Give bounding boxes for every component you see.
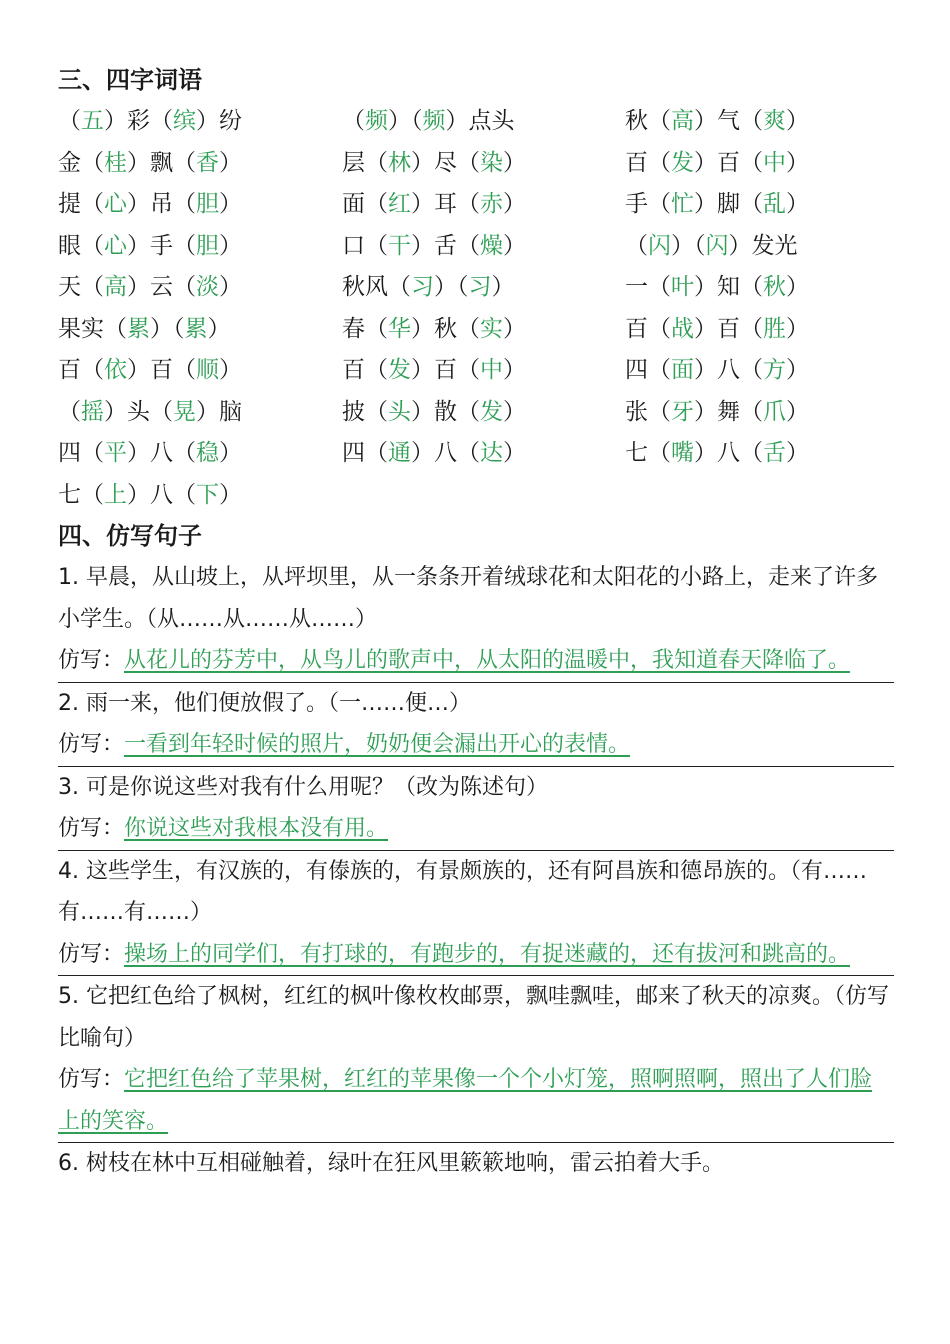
idiom-answer-char: 方: [763, 357, 786, 383]
idiom-text: ）百（: [694, 315, 763, 342]
idiom-item: [342, 433, 526, 475]
idiom-answer-char: 累: [127, 315, 150, 342]
idiom-item: [58, 184, 242, 226]
idiom-text: ）: [786, 108, 809, 134]
idiom-text: ）: [503, 232, 526, 259]
idiom-text: ）: [219, 149, 242, 176]
idiom-answer-char: 发: [671, 149, 694, 176]
idiom-answer-char: 胜: [763, 315, 786, 342]
idiom-answer-char: 高: [104, 274, 127, 300]
idiom-answer-char: 实: [480, 315, 503, 342]
idiom-answer-char: 淡: [196, 274, 219, 300]
idiom-text: ）云（: [127, 274, 196, 300]
idiom-answer-char: 胆: [196, 191, 219, 217]
idiom-answer-char: 频: [365, 108, 388, 134]
idiom-text: ）脑: [196, 398, 242, 425]
idiom-item: [58, 392, 242, 434]
idiom-text: ）: [503, 357, 526, 383]
question-sentence: 1. 早晨，从山坡上，从坪坝里，从一条条开着绒球花和太阳花的小路上，走来了许多小学生。（从……从……从……）: [58, 565, 878, 632]
idiom-item: [625, 184, 809, 226]
answer-text: 一看到年轻时候的照片，奶奶便会漏出开心的表情。: [124, 732, 631, 757]
idiom-text: （: [58, 108, 81, 134]
idiom-text: ）（: [434, 274, 469, 300]
idiom-answer-char: 战: [671, 315, 694, 342]
idiom-answer-char: 爪: [763, 398, 786, 425]
idiom-grid: [58, 101, 894, 516]
idiom-answer-char: 依: [104, 357, 127, 383]
idiom-text: 果实（: [58, 315, 127, 342]
idiom-item: [625, 392, 809, 434]
answer-line: [58, 808, 894, 851]
idiom-text: ）点头: [445, 108, 515, 134]
worksheet-page: [58, 60, 894, 1185]
idiom-answer-char: 干: [388, 232, 411, 259]
idiom-row: [58, 475, 894, 517]
idiom-text: 一（: [625, 274, 671, 300]
idiom-answer-char: 心: [104, 191, 127, 217]
idiom-answer-char: 叶: [671, 274, 694, 300]
idiom-item: [625, 309, 809, 351]
idiom-item: [58, 309, 231, 351]
answer-text: 你说这些对我根本没有用。: [124, 816, 389, 841]
imitation-list: [58, 557, 894, 1185]
idiom-answer-char: 心: [104, 232, 127, 259]
idiom-item: [342, 309, 526, 351]
idiom-answer-char: 爽: [763, 108, 786, 134]
idiom-answer-char: 中: [763, 149, 786, 176]
question-sentence: 4. 这些学生，有汉族的，有傣族的，有景颇族的，还有阿昌族和德昂族的。（有……有……有……）: [58, 858, 867, 925]
idiom-text: ）（: [150, 315, 185, 342]
idiom-row: [58, 350, 894, 392]
idiom-answer-char: 乱: [763, 191, 786, 217]
idiom-text: ）八（: [694, 357, 763, 383]
idiom-answer-char: 发: [388, 357, 411, 383]
idiom-text: ）秋（: [411, 315, 480, 342]
question-sentence: 6. 树枝在林中互相碰触着，绿叶在狂风里簌簌地响，雷云拍着大手。: [58, 1151, 724, 1176]
idiom-text: ）知（: [694, 274, 763, 300]
idiom-item: [342, 184, 526, 226]
idiom-text: ）: [786, 149, 809, 176]
idiom-text: 金（: [58, 149, 104, 176]
idiom-item: [625, 350, 809, 392]
idiom-text: ）（: [388, 108, 423, 134]
question-sentence: 2. 雨一来，他们便放假了。（一……便…）: [58, 690, 471, 716]
idiom-answer-char: 红: [388, 191, 411, 217]
idiom-row: [58, 101, 894, 143]
idiom-text: 手（: [625, 191, 671, 217]
idiom-answer-char: 习: [411, 274, 434, 300]
idiom-answer-char: 中: [480, 357, 503, 383]
idiom-text: ）纷: [196, 108, 242, 134]
section-heading-imitation: 四、仿写句子: [58, 522, 202, 550]
idiom-answer-char: 平: [104, 440, 127, 466]
idiom-text: ）: [219, 481, 242, 508]
idiom-item: [625, 143, 809, 185]
idiom-item: [342, 143, 526, 185]
idiom-item: [58, 143, 242, 185]
idiom-text: 百（: [58, 357, 104, 383]
idiom-text: 四（: [625, 357, 671, 383]
idiom-text: ）八（: [694, 440, 763, 466]
idiom-answer-char: 下: [196, 481, 219, 508]
idiom-item: [58, 267, 242, 309]
idiom-answer-char: 上: [104, 481, 127, 508]
idiom-text: ）尽（: [411, 149, 480, 176]
answer-label: 仿写：: [58, 732, 125, 757]
idiom-answer-char: 频: [422, 108, 446, 134]
idiom-text: 提（: [58, 191, 104, 217]
idiom-answer-char: 达: [480, 440, 503, 466]
answer-label: 仿写：: [58, 816, 125, 841]
idiom-text: ）八（: [127, 440, 196, 466]
idiom-answer-char: 晃: [173, 398, 196, 425]
answer-line: [58, 724, 894, 767]
idiom-text: 眼（: [58, 232, 104, 259]
idiom-text: 百（: [342, 357, 388, 383]
idiom-text: ）耳（: [411, 191, 480, 217]
idiom-row: [58, 226, 894, 268]
idiom-item: [625, 267, 809, 309]
section-heading-idioms: 三、四字词语: [58, 66, 202, 94]
answer-label: 仿写：: [58, 941, 125, 967]
idiom-text: 百（: [625, 149, 671, 176]
idiom-item: [58, 101, 242, 143]
idiom-text: ）舞（: [694, 398, 763, 425]
idiom-text: ）八（: [127, 481, 196, 508]
idiom-text: 层（: [342, 149, 388, 176]
idiom-text: （: [625, 232, 648, 259]
idiom-text: 口（: [342, 232, 388, 259]
idiom-text: ）: [786, 274, 809, 300]
idiom-text: ）彩（: [104, 108, 173, 134]
answer-label: 仿写：: [58, 648, 125, 673]
idiom-row: [58, 143, 894, 185]
idiom-item: [625, 433, 809, 475]
idiom-text: ）吊（: [127, 191, 196, 217]
idiom-item: [58, 226, 242, 268]
idiom-answer-char: 高: [671, 108, 694, 134]
idiom-text: ）发光: [728, 232, 798, 259]
idiom-answer-char: 牙: [671, 398, 694, 425]
idiom-text: ）散（: [411, 398, 480, 425]
idiom-text: ）: [503, 315, 526, 342]
idiom-item: [625, 101, 809, 143]
idiom-answer-char: 五: [81, 108, 104, 134]
idiom-answer-char: 稳: [196, 440, 219, 466]
idiom-answer-char: 闪: [648, 232, 671, 259]
answer-line: [58, 640, 894, 683]
idiom-text: ）: [219, 440, 242, 466]
idiom-text: ）手（: [127, 232, 196, 259]
idiom-text: 七（: [58, 481, 104, 508]
idiom-item: [58, 350, 242, 392]
idiom-text: 四（: [58, 440, 104, 466]
idiom-text: （: [58, 398, 81, 425]
question-sentence: 5. 它把红色给了枫树，红红的枫叶像枚枚邮票，飘哇飘哇，邮来了秋天的凉爽。（仿写比喻句）: [58, 984, 889, 1051]
idiom-answer-char: 忙: [671, 191, 694, 217]
idiom-text: ）: [786, 398, 809, 425]
idiom-text: ）: [786, 440, 809, 466]
idiom-item: [58, 475, 242, 517]
idiom-item: [342, 101, 515, 143]
idiom-answer-char: 舌: [763, 440, 786, 466]
idiom-text: ）（: [671, 232, 706, 259]
idiom-answer-char: 燥: [480, 232, 503, 259]
idiom-text: ）百（: [127, 357, 196, 383]
idiom-row: [58, 433, 894, 475]
idiom-row: [58, 392, 894, 434]
idiom-item: [342, 226, 526, 268]
idiom-text: ）: [786, 191, 809, 217]
idiom-item: [342, 267, 515, 309]
idiom-text: ）: [503, 440, 526, 466]
idiom-text: ）: [786, 315, 809, 342]
idiom-text: ）头（: [104, 398, 173, 425]
idiom-text: ）飘（: [127, 149, 196, 176]
answer-line: [58, 934, 894, 977]
idiom-text: ）: [219, 232, 242, 259]
idiom-text: 春（: [342, 315, 388, 342]
idiom-answer-char: 闪: [705, 232, 729, 259]
idiom-answer-char: 累: [184, 315, 208, 342]
idiom-text: 张（: [625, 398, 671, 425]
question-sentence: 3. 可是你说这些对我有什么用呢？（改为陈述句）: [58, 774, 548, 800]
idiom-answer-char: 面: [671, 357, 694, 383]
idiom-row: [58, 267, 894, 309]
answer-label: 仿写：: [58, 1067, 125, 1092]
idiom-answer-char: 桂: [104, 149, 127, 176]
idiom-text: ）: [491, 274, 515, 300]
idiom-text: 四（: [342, 440, 388, 466]
answer-text: 从花儿的芬芳中，从鸟儿的歌声中，从太阳的温暖中，我知道春天降临了。: [124, 648, 851, 673]
idiom-answer-char: 赤: [480, 191, 503, 217]
idiom-row: [58, 184, 894, 226]
idiom-text: ）百（: [411, 357, 480, 383]
idiom-text: 秋（: [625, 108, 671, 134]
idiom-text: ）: [207, 315, 231, 342]
answer-line: [58, 1059, 894, 1143]
idiom-text: 面（: [342, 191, 388, 217]
idiom-text: ）: [219, 191, 242, 217]
idiom-text: 披（: [342, 398, 388, 425]
idiom-answer-char: 习: [468, 274, 492, 300]
idiom-answer-char: 染: [480, 149, 503, 176]
idiom-text: ）: [219, 274, 242, 300]
idiom-text: ）: [219, 357, 242, 383]
idiom-row: [58, 309, 894, 351]
idiom-text: （: [342, 108, 365, 134]
idiom-answer-char: 缤: [173, 108, 196, 134]
idiom-answer-char: 嘴: [671, 440, 694, 466]
idiom-text: ）: [503, 149, 526, 176]
answer-text: 它把红色给了苹果树，红红的苹果像一个个小灯笼，照啊照啊，照出了人们脸上的笑容。: [58, 1067, 873, 1134]
idiom-item: [342, 350, 526, 392]
idiom-text: ）脚（: [694, 191, 763, 217]
idiom-answer-char: 林: [388, 149, 411, 176]
answer-text: 操场上的同学们，有打球的，有跑步的，有捉迷藏的，还有拔河和跳高的。: [124, 941, 851, 967]
idiom-item: [58, 433, 242, 475]
idiom-answer-char: 顺: [196, 357, 219, 383]
idiom-text: ）百（: [694, 149, 763, 176]
idiom-text: 秋风（: [342, 274, 411, 300]
idiom-answer-char: 通: [388, 440, 411, 466]
idiom-answer-char: 头: [388, 398, 411, 425]
idiom-text: ）舌（: [411, 232, 480, 259]
idiom-text: 七（: [625, 440, 671, 466]
idiom-answer-char: 摇: [81, 398, 104, 425]
idiom-text: ）: [786, 357, 809, 383]
idiom-text: 百（: [625, 315, 671, 342]
idiom-text: ）: [503, 191, 526, 217]
idiom-text: 天（: [58, 274, 104, 300]
idiom-text: ）气（: [694, 108, 763, 134]
idiom-item: [625, 226, 798, 268]
idiom-text: ）八（: [411, 440, 480, 466]
idiom-answer-char: 秋: [763, 274, 786, 300]
idiom-answer-char: 香: [196, 149, 219, 176]
idiom-answer-char: 华: [388, 315, 411, 342]
idiom-item: [342, 392, 526, 434]
idiom-text: ）: [503, 398, 526, 425]
idiom-answer-char: 发: [480, 398, 503, 425]
idiom-answer-char: 胆: [196, 232, 219, 259]
